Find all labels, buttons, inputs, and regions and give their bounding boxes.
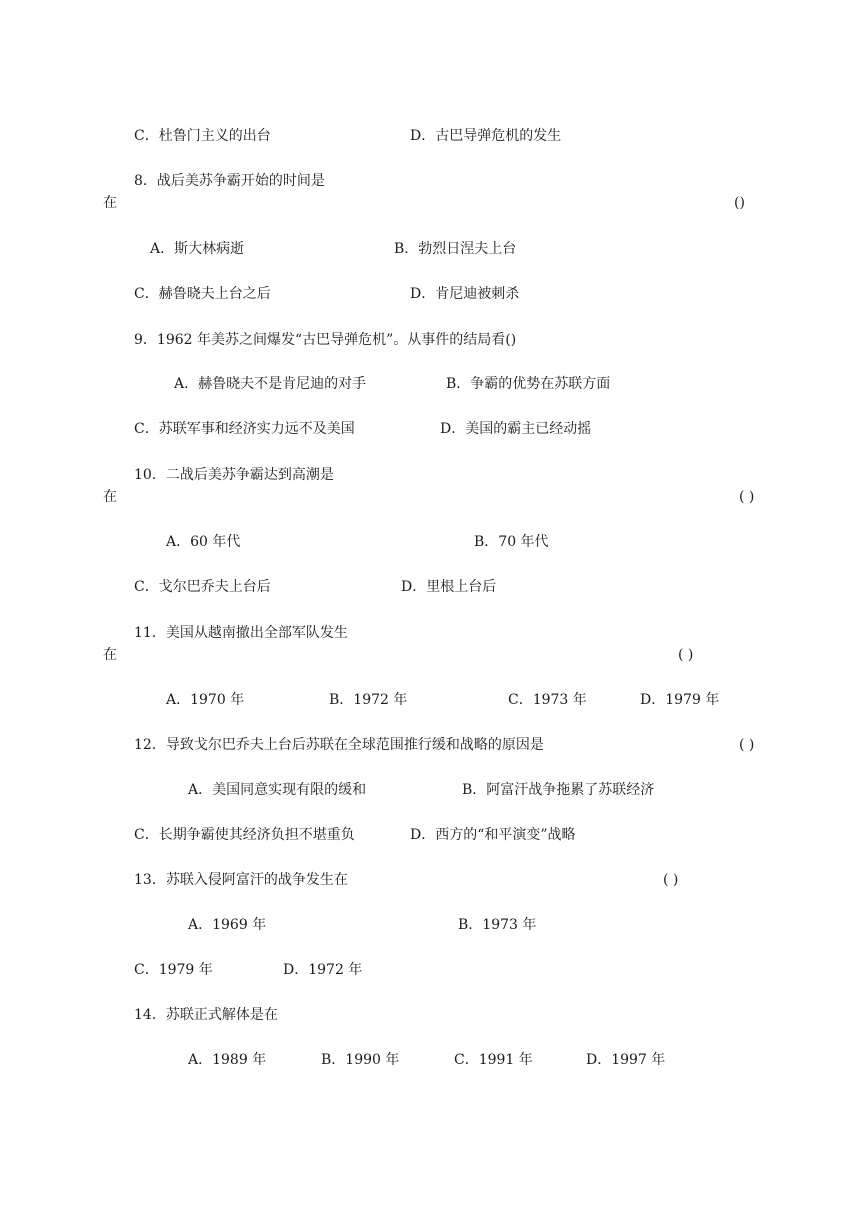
q13-option-c: C．1979 年 [134,962,213,978]
q8-option-b: B．勃烈日涅夫上台 [394,241,517,257]
q11-option-a: A．1970 年 [166,692,245,708]
q11-answer-paren: ( ) [678,647,694,663]
q10-answer-paren: ( ) [739,489,755,505]
q12-option-b: B．阿富汗战争拖累了苏联经济 [462,782,655,798]
q8-option-c: C．赫鲁晓夫上台之后 [134,286,271,302]
q9-option-c: C．苏联军事和经济实力远不及美国 [134,421,355,437]
q9-option-d: D．美国的霸主已经动摇 [440,421,592,437]
q8-option-a: A．斯大林病逝 [150,241,245,257]
q9-option-a: A．赫鲁晓夫不是肯尼迪的对手 [174,376,367,392]
q14-option-d: D．1997 年 [586,1052,666,1068]
q7-option-d: D．古巴导弹危机的发生 [410,128,562,144]
q14-option-a: A．1989 年 [188,1052,267,1068]
q13-option-a: A．1969 年 [188,917,267,933]
q13-option-b: B．1973 年 [458,917,537,933]
q11-wrap: 在 [103,647,117,663]
q12-option-a: A．美国同意实现有限的缓和 [188,782,367,798]
q10-stem: 10．二战后美苏争霸达到高潮是 [134,467,334,483]
q8-wrap: 在 [103,195,117,211]
q12-option-c: C．长期争霸使其经济负担不堪重负 [134,827,355,843]
q13-option-d: D．1972 年 [283,962,363,978]
q9-option-b: B．争霸的优势在苏联方面 [446,376,611,392]
q11-option-c: C．1973 年 [508,692,587,708]
q10-option-c: C．戈尔巴乔夫上台后 [134,579,271,595]
q12-answer-paren: ( ) [739,737,755,753]
q11-option-b: B．1972 年 [329,692,408,708]
q10-option-a: A．60 年代 [166,534,241,550]
q12-option-d: D．西方的“和平演变”战略 [410,827,576,843]
q9-stem: 9．1962 年美苏之间爆发“古巴导弹危机”。从事件的结局看() [134,332,517,348]
q10-wrap: 在 [103,489,117,505]
q14-option-c: C．1991 年 [454,1052,533,1068]
q8-stem: 8．战后美苏争霸开始的时间是 [134,173,325,189]
q8-option-d: D．肯尼迪被刺杀 [410,286,520,302]
q14-option-b: B．1990 年 [321,1052,400,1068]
q11-stem: 11．美国从越南撤出全部军队发生 [134,625,348,641]
q12-stem: 12．导致戈尔巴乔夫上台后苏联在全球范围推行缓和战略的原因是 [134,737,544,753]
q11-option-d: D．1979 年 [640,692,720,708]
q13-stem: 13．苏联入侵阿富汗的战争发生在 [134,872,348,888]
q10-option-b: B．70 年代 [474,534,549,550]
q8-answer-paren: () [734,195,745,211]
q13-answer-paren: ( ) [663,872,679,888]
q10-option-d: D．里根上台后 [401,579,497,595]
q7-option-c: C．杜鲁门主义的出台 [134,128,271,144]
q14-stem: 14．苏联正式解体是在 [134,1007,278,1023]
